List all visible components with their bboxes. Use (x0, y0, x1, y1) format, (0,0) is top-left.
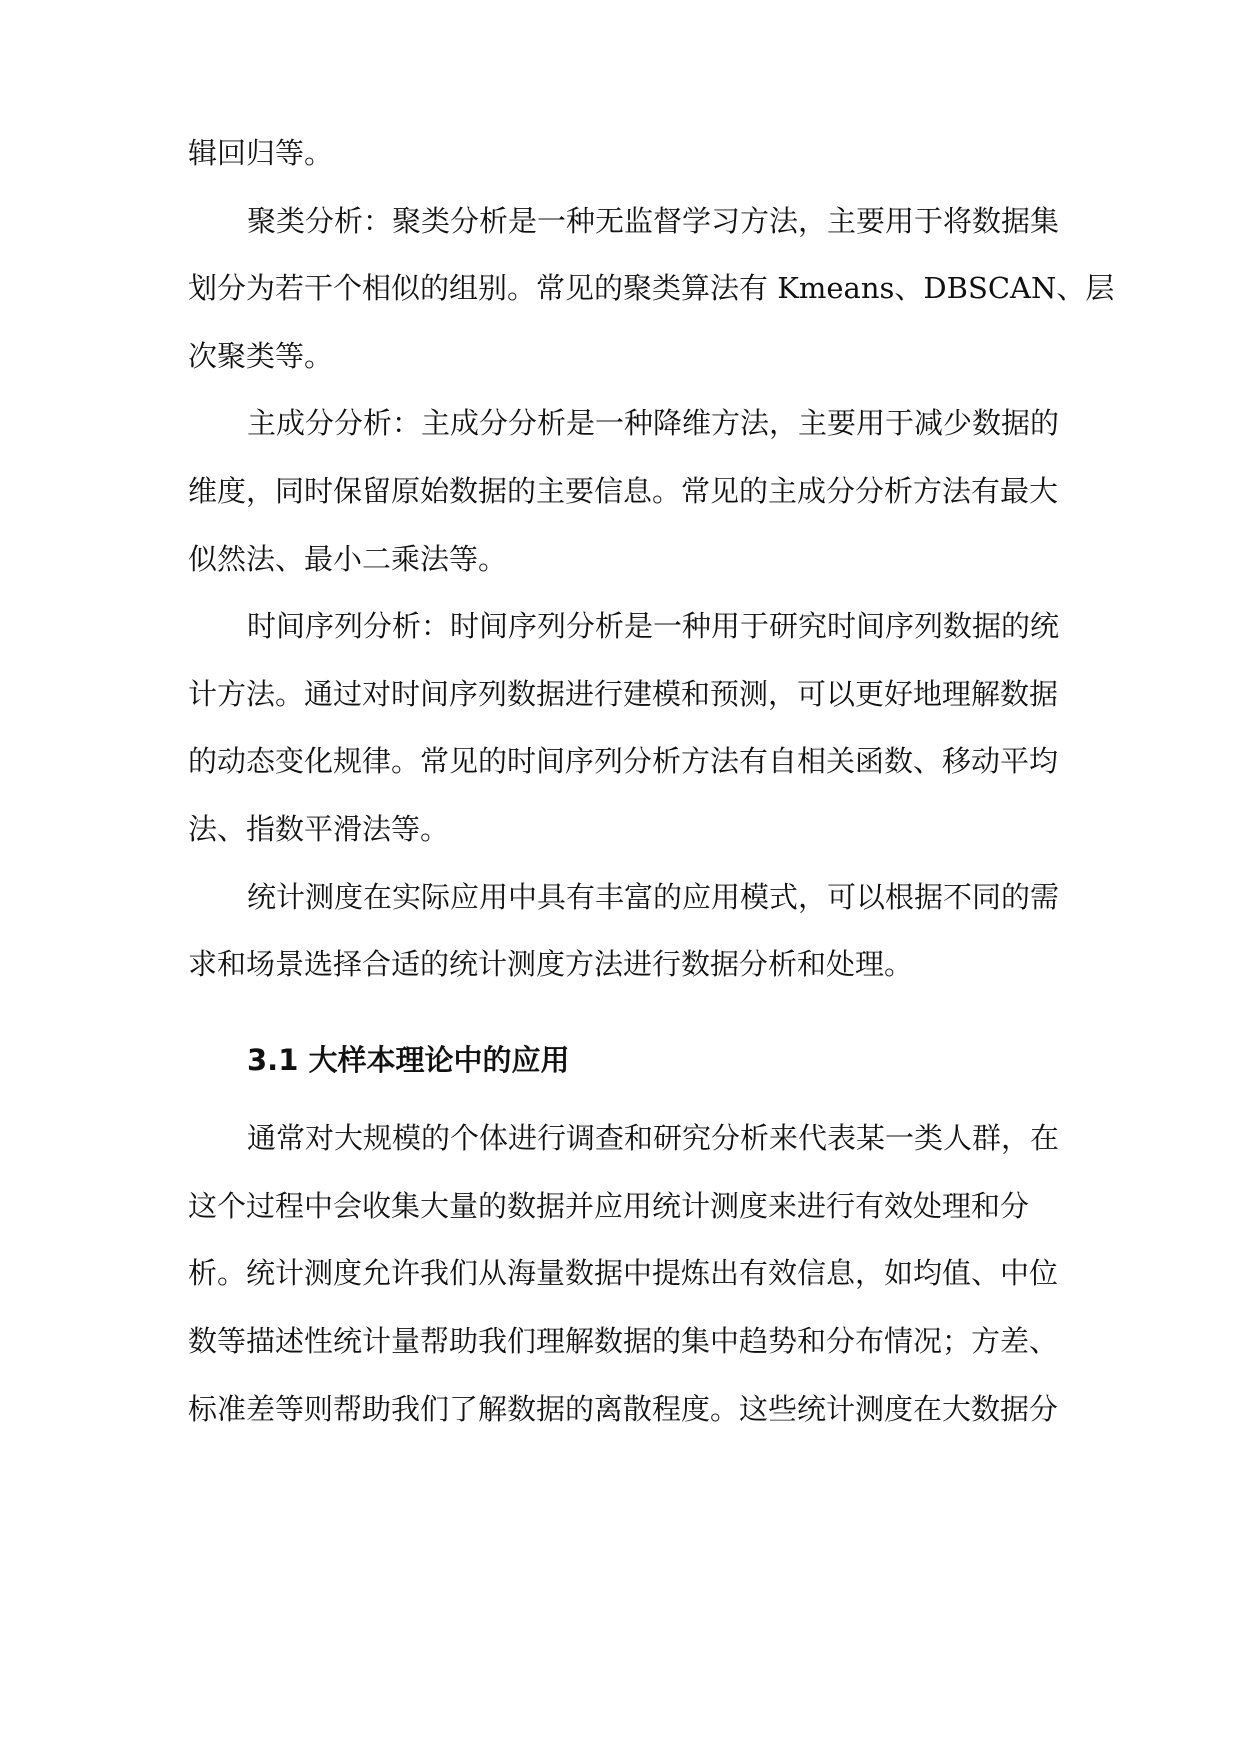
text-line: 辑回归等。 (188, 136, 334, 170)
text-line: 求和场景选择合适的统计测度方法进行数据分析和处理。 (188, 947, 914, 981)
text-line: 次聚类等。 (188, 339, 334, 373)
paragraph-clustering-line: 聚类分析：聚类分析是一种无监督学习方法，主要用于将数据集 (247, 204, 1060, 238)
section-heading: 3.1 大样本理论中的应用 (247, 1043, 570, 1077)
paragraph-large-sample-line: 通常对大规模的个体进行调查和研究分析来代表某一类人群，在 (247, 1121, 1060, 1155)
text-line: 的动态变化规律。常见的时间序列分析方法有自相关函数、移动平均 (188, 744, 1059, 778)
paragraph-summary-line: 统计测度在实际应用中具有丰富的应用模式，可以根据不同的需 (247, 880, 1060, 914)
text-line: 标准差等则帮助我们了解数据的离散程度。这些统计测度在大数据分 (188, 1392, 1059, 1426)
paragraph-pca-line: 主成分分析：主成分分析是一种降维方法，主要用于减少数据的 (247, 406, 1060, 440)
text-line: 法、指数平滑法等。 (188, 812, 450, 846)
text-line: 数等描述性统计量帮助我们理解数据的集中趋势和分布情况；方差、 (188, 1324, 1059, 1358)
text-line: 析。统计测度允许我们从海量数据中提炼出有效信息，如均值、中位 (188, 1256, 1059, 1290)
text-line: 划分为若干个相似的组别。常见的聚类算法有 Kmeans、DBSCAN、层 (188, 271, 1115, 305)
text-line: 维度，同时保留原始数据的主要信息。常见的主成分分析方法有最大 (188, 474, 1059, 508)
text-line: 似然法、最小二乘法等。 (188, 542, 508, 576)
text-line: 这个过程中会收集大量的数据并应用统计测度来进行有效处理和分 (188, 1189, 1030, 1223)
paragraph-time-series-line: 时间序列分析：时间序列分析是一种用于研究时间序列数据的统 (247, 609, 1060, 643)
text-line: 计方法。通过对时间序列数据进行建模和预测，可以更好地理解数据 (188, 677, 1059, 711)
